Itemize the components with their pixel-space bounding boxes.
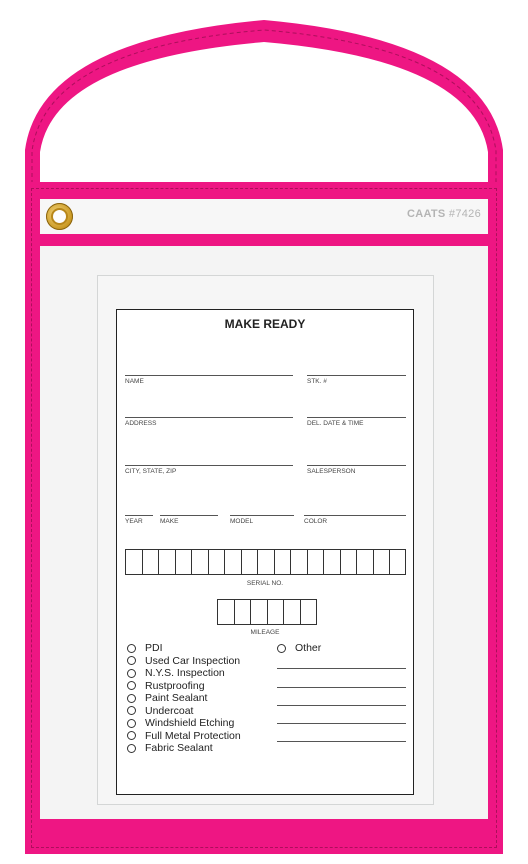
delivery-line	[307, 417, 406, 418]
serial-box	[324, 550, 341, 574]
make-ready-form	[116, 309, 414, 795]
serial-box	[308, 550, 325, 574]
checklist-label: N.Y.S. Inspection	[145, 667, 225, 680]
serial-number-boxes	[125, 549, 406, 575]
address-line	[125, 417, 293, 418]
other-label: Other	[295, 642, 322, 655]
checklist-item[interactable]	[127, 692, 241, 705]
mileage-box	[251, 600, 268, 624]
checklist-label: Used Car Inspection	[145, 654, 241, 667]
serial-box	[374, 550, 391, 574]
checklist-item[interactable]	[127, 680, 241, 693]
stock-label: STK. #	[307, 378, 327, 385]
serial-box	[390, 550, 405, 574]
salesperson-label: SALESPERSON	[307, 468, 356, 475]
name-line	[125, 375, 293, 376]
mileage-boxes	[217, 599, 317, 625]
stock-line	[307, 375, 406, 376]
checkbox-icon	[127, 694, 136, 703]
city-label: CITY, STATE, ZIP	[125, 468, 177, 475]
year-line	[125, 515, 153, 516]
mileage-box	[284, 600, 301, 624]
checkbox-icon	[127, 681, 136, 690]
other-write-line[interactable]	[277, 705, 406, 706]
serial-box	[126, 550, 143, 574]
mileage-box	[235, 600, 252, 624]
brand-name: CAATS	[406, 208, 446, 220]
mileage-box	[218, 600, 235, 624]
brand-label	[407, 208, 481, 220]
checkbox-icon	[127, 719, 136, 728]
checklist-item[interactable]	[127, 667, 241, 680]
checklist-label: Rustproofing	[145, 679, 205, 692]
serial-box	[341, 550, 358, 574]
other-write-line[interactable]	[277, 741, 406, 742]
checklist-label: PDI	[145, 642, 163, 655]
serial-box	[258, 550, 275, 574]
mileage-box	[301, 600, 317, 624]
serial-box	[192, 550, 209, 574]
checkbox-icon	[277, 644, 286, 653]
other-option[interactable]	[277, 642, 321, 655]
checkbox-icon	[127, 706, 136, 715]
checklist-label: Fabric Sealant	[145, 742, 213, 755]
checklist-label: Paint Sealant	[145, 692, 208, 705]
other-write-line[interactable]	[277, 723, 406, 724]
checklist-label: Undercoat	[145, 704, 194, 717]
form-title: MAKE READY	[224, 317, 306, 331]
other-write-line[interactable]	[277, 668, 406, 669]
model-number: #7426	[448, 208, 481, 220]
checklist-label: Full Metal Protection	[145, 729, 241, 742]
make-label: MAKE	[160, 518, 179, 525]
serial-box	[159, 550, 176, 574]
checklist-item[interactable]	[127, 730, 241, 743]
mileage-box	[268, 600, 285, 624]
make-line	[160, 515, 218, 516]
hanger-arch	[0, 0, 528, 200]
model-label: MODEL	[230, 518, 254, 525]
checklist-item[interactable]	[127, 655, 241, 668]
other-write-line[interactable]	[277, 687, 406, 688]
serial-box	[209, 550, 226, 574]
serial-box	[225, 550, 242, 574]
address-label: ADDRESS	[125, 420, 157, 427]
name-label: NAME	[125, 378, 144, 385]
serial-box	[242, 550, 259, 574]
grommet-icon	[46, 203, 73, 230]
serial-box	[291, 550, 308, 574]
serial-number-label: SERIAL NO.	[246, 580, 284, 587]
delivery-label: DEL. DATE & TIME	[307, 420, 364, 427]
color-line	[304, 515, 406, 516]
year-label: YEAR	[125, 518, 143, 525]
checklist-item[interactable]	[127, 742, 241, 755]
checklist-label: Windshield Etching	[145, 717, 235, 730]
checkbox-icon	[127, 669, 136, 678]
checklist-item[interactable]	[127, 717, 241, 730]
checkbox-icon	[127, 744, 136, 753]
salesperson-line	[307, 465, 406, 466]
mileage-label: MILEAGE	[250, 629, 280, 636]
serial-box	[357, 550, 374, 574]
checkbox-icon	[127, 656, 136, 665]
service-checklist	[127, 642, 241, 755]
checkbox-icon	[127, 731, 136, 740]
checklist-item[interactable]	[127, 705, 241, 718]
color-label: COLOR	[304, 518, 328, 525]
serial-box	[143, 550, 160, 574]
checkbox-icon	[127, 644, 136, 653]
city-line	[125, 465, 293, 466]
serial-box	[275, 550, 292, 574]
model-line	[230, 515, 294, 516]
serial-box	[176, 550, 193, 574]
checklist-item[interactable]	[127, 642, 241, 655]
